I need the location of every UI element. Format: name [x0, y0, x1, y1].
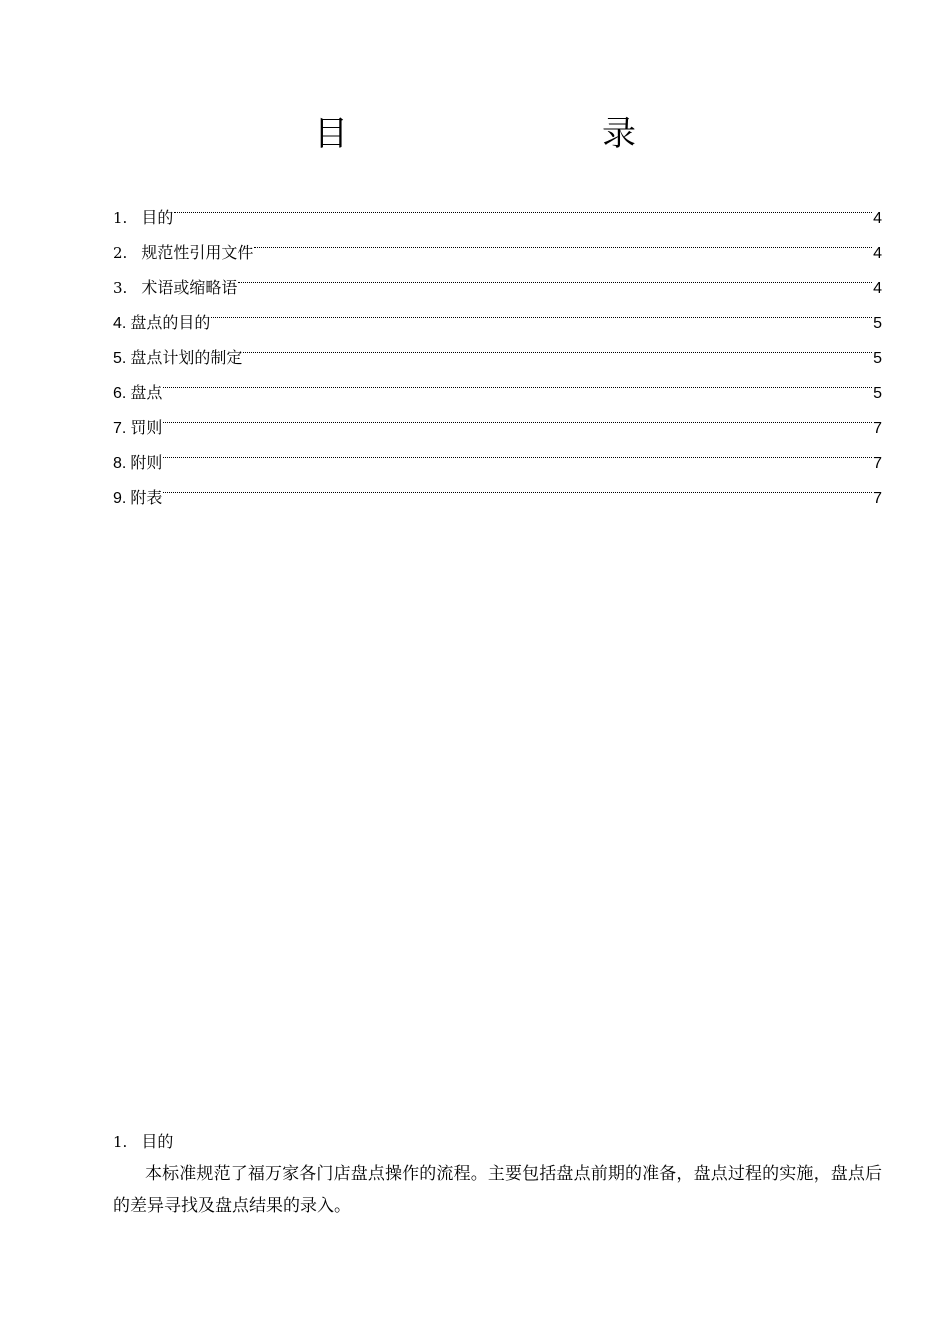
toc-entry[interactable] — [113, 293, 882, 332]
table-of-contents — [113, 188, 882, 507]
toc-entry-title: 规范性引用文件 — [141, 243, 254, 262]
toc-leader-dots — [254, 223, 872, 258]
toc-entry-title: 术语或缩略语 — [141, 278, 238, 297]
toc-entry-page: 7 — [873, 420, 882, 437]
toc-leader-dots — [163, 468, 872, 503]
toc-entry-title: 附则 — [130, 453, 163, 472]
toc-entry-page: 4 — [873, 210, 882, 227]
toc-entry-page: 7 — [873, 490, 882, 507]
toc-entry-number: 9. — [113, 490, 127, 507]
toc-leader-dots — [211, 293, 872, 328]
toc-entry-title: 盘点的目的 — [130, 313, 211, 332]
toc-entry-number: 3. — [113, 279, 128, 297]
toc-entry-page: 4 — [873, 280, 882, 297]
toc-leader-dots — [243, 328, 872, 363]
toc-entry[interactable] — [113, 468, 882, 507]
toc-entry-page: 4 — [873, 245, 882, 262]
toc-entry-page: 5 — [873, 315, 882, 332]
toc-entry-title: 盘点计划的制定 — [130, 348, 243, 367]
toc-entry[interactable] — [113, 433, 882, 472]
section-purpose — [113, 1126, 882, 1222]
toc-entry[interactable] — [113, 188, 882, 227]
section-body-text: 本标准规范了福万家各门店盘点操作的流程。主要包括盘点前期的准备，盘点过程的实施，盘点后的差异寻找及盘点结果的录入。 — [113, 1164, 882, 1216]
toc-entry-title: 罚则 — [130, 418, 163, 437]
toc-leader-dots — [174, 188, 872, 223]
toc-entry-number: 7. — [113, 420, 127, 437]
section-title: 目的 — [141, 1132, 174, 1151]
toc-entry-number: 2. — [113, 244, 128, 262]
toc-entry-number: 4. — [113, 315, 127, 332]
toc-entry[interactable] — [113, 363, 882, 402]
toc-entry-title: 附表 — [130, 488, 163, 507]
toc-entry-number: 5. — [113, 350, 127, 367]
toc-leader-dots — [163, 433, 872, 468]
toc-entry-page: 7 — [873, 455, 882, 472]
toc-entry[interactable] — [113, 398, 882, 437]
toc-leader-dots — [163, 398, 872, 433]
toc-entry[interactable] — [113, 223, 882, 262]
toc-leader-dots — [163, 363, 872, 398]
toc-entry-title: 盘点 — [130, 383, 163, 402]
toc-entry-title: 目的 — [141, 208, 174, 227]
toc-entry-page: 5 — [873, 350, 882, 367]
toc-leader-dots — [238, 258, 872, 293]
toc-entry-number: 8. — [113, 455, 127, 472]
toc-entry-number: 6. — [113, 385, 127, 402]
toc-entry[interactable] — [113, 328, 882, 367]
toc-entry-number: 1. — [113, 209, 128, 227]
toc-title: 目 录 — [314, 114, 698, 154]
section-number: 1. — [113, 1133, 128, 1151]
toc-entry-page: 5 — [873, 385, 882, 402]
section-heading — [113, 1126, 882, 1158]
